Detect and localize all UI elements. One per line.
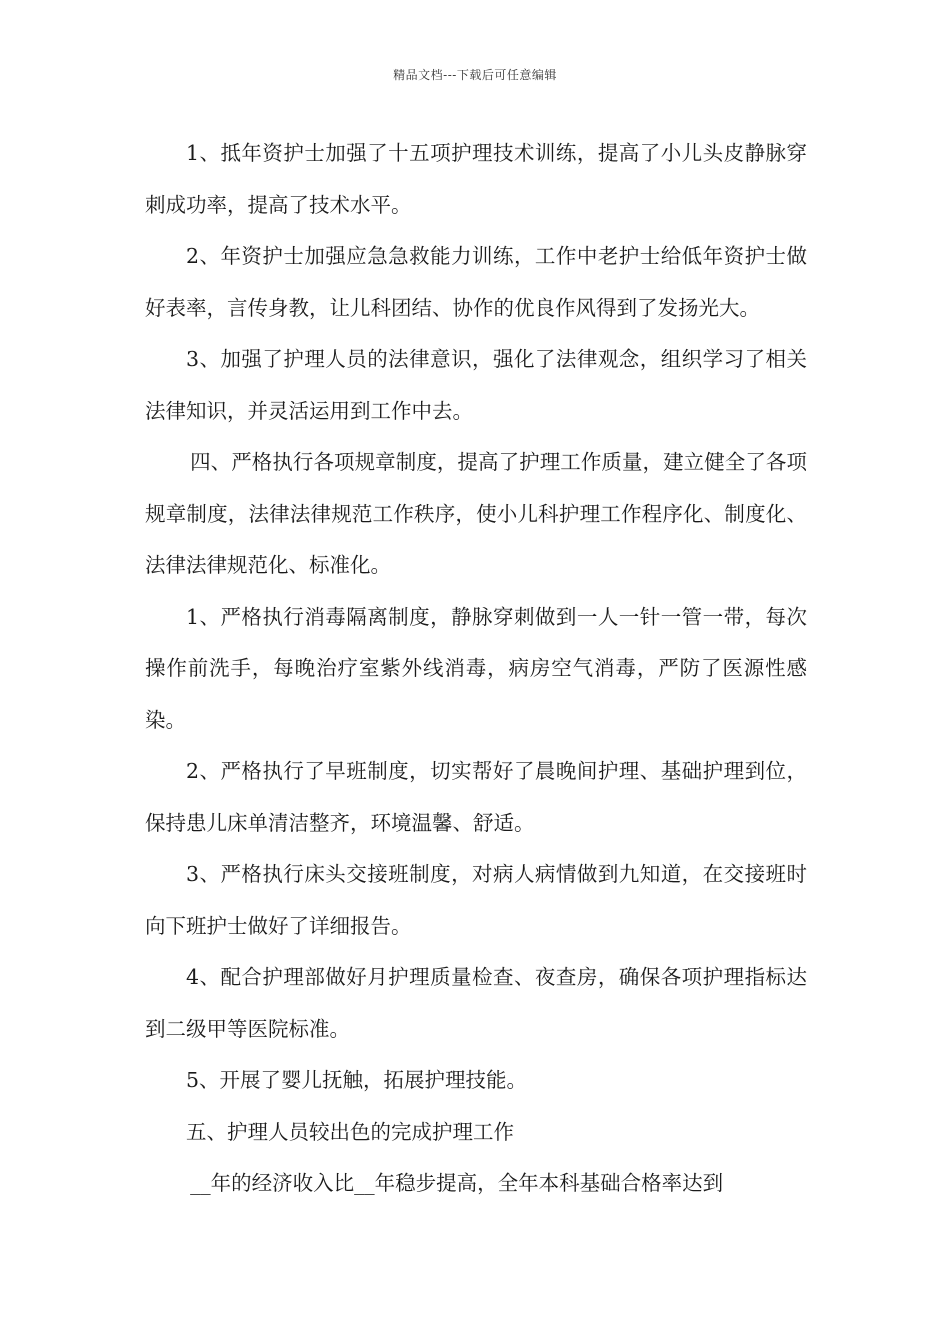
paragraph-3: 3、加强了护理人员的法律意识，强化了法律观念，组织学习了相关法律知识，并灵活运用到工作中去。 [145, 347, 807, 423]
section-heading-4: 四、严格执行各项规章制度，提高了护理工作质量，建立健全了各项规章制度，法律法律规范工作秩序，使小儿科护理工作程序化、制度化、法律法律规范化、标准化。 [145, 450, 807, 577]
paragraph-6: 2、严格执行了早班制度，切实帮好了晨晚间护理、基础护理到位，保持患儿床单清洁整齐，环境温馨、舒适。 [145, 759, 807, 835]
paragraph-8: 4、配合护理部做好月护理质量检查、夜查房，确保各项护理指标达到二级甲等医院标准。 [145, 965, 807, 1041]
page-header: 精品文档---下载后可任意编辑 [393, 68, 557, 82]
paragraph-11: __年的经济收入比__年稳步提高，全年本科基础合格率达到 [190, 1171, 724, 1195]
paragraph-7: 3、严格执行床头交接班制度，对病人病情做到九知道，在交接班时向下班护士做好了详细报告。 [145, 862, 807, 938]
section-heading-5: 五、护理人员较出色的完成护理工作 [186, 1119, 514, 1144]
document-body [145, 128, 807, 1210]
paragraph-5: 1、严格执行消毒隔离制度，静脉穿刺做到一人一针一管一带，每次操作前洗手，每晚治疗室紫外线消毒，病房空气消毒，严防了医源性感染。 [145, 604, 807, 732]
paragraph-1: 1、抵年资护士加强了十五项护理技术训练，提高了小儿头皮静脉穿刺成功率，提高了技术水平。 [145, 141, 807, 217]
paragraph-2: 2、年资护士加强应急急救能力训练，工作中老护士给低年资护士做好表率，言传身教，让儿科团结、协作的优良作风得到了发扬光大。 [145, 244, 807, 320]
paragraph-9: 5、开展了婴儿抚触，拓展护理技能。 [186, 1068, 528, 1092]
